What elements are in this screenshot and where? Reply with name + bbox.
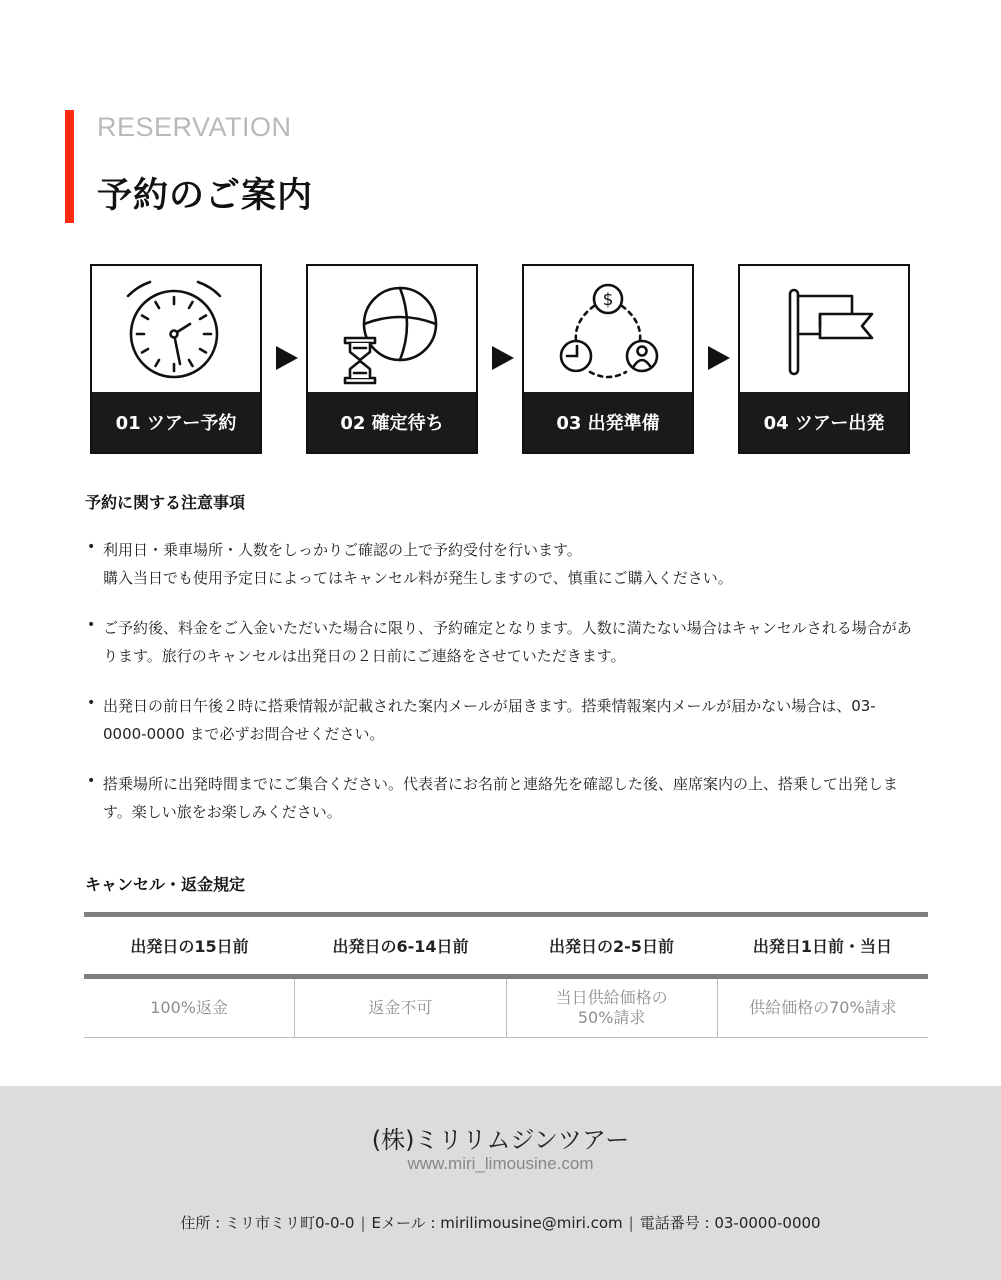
company-name: (株)ミリリムジンツアー <box>371 1126 630 1154</box>
step-arrow-icon <box>492 346 514 370</box>
step-label: 01 ツアー予約 <box>92 392 260 452</box>
table-cell: 当日供給価格の 50%請求 <box>506 979 717 1037</box>
list-item: • ご予約後、料金をご入金いただいた場合に限り、予約確定となります。人数に満たない場合はキャンセルされる場合があります。旅行のキャンセルは出発日の２日前にご連絡をさせていただきます。 <box>85 614 915 670</box>
section-eyebrow: RESERVATION <box>97 112 292 142</box>
footer <box>0 1086 1001 1280</box>
step-card-4 <box>738 264 910 454</box>
separator: | <box>360 1214 366 1232</box>
table-row <box>84 979 928 1038</box>
step-label: 04 ツアー出発 <box>740 392 908 452</box>
step-arrow-icon <box>276 346 298 370</box>
step-label: 02 確定待ち <box>308 392 476 452</box>
step-card-2 <box>306 264 478 454</box>
step-arrow-icon <box>708 346 730 370</box>
table-header-cell: 出発日の6-14日前 <box>332 937 469 956</box>
email-link[interactable]: Eメール : mirilimousine@miri.com <box>371 1214 623 1232</box>
table-header-cell: 出発日の15日前 <box>130 937 249 956</box>
table-cell: 100%返金 <box>150 998 228 1017</box>
phone-text: 電話番号 : 03-0000-0000 <box>639 1214 821 1232</box>
page-title: 予約のご案内 <box>97 176 314 216</box>
address-text: 住所 : ミリ市ミリ町0-0-0 <box>180 1214 355 1232</box>
table-cell: 供給価格の70%請求 <box>717 979 928 1037</box>
step-card-1 <box>90 264 262 454</box>
table-header-cell: 出発日の2-5日前 <box>549 937 674 956</box>
table-cell: 返金不可 <box>294 979 505 1037</box>
notes-heading: 予約に関する注意事項 <box>85 493 246 512</box>
hourglass-globe-icon <box>308 266 476 394</box>
payment-cycle-icon <box>524 266 692 394</box>
contact-info <box>0 1212 1001 1233</box>
header-accent-bar <box>65 110 74 223</box>
list-item: • 利用日・乗車場所・人数をしっかりご確認の上で予約受付を行います。 購入当日でも使用予定日によってはキャンセル料が発生しますので、慎重にご購入ください。 <box>85 536 915 592</box>
website-link[interactable]: www.miri_limousine.com <box>407 1154 594 1173</box>
cancel-heading: キャンセル・返金規定 <box>85 875 246 894</box>
alarm-clock-icon <box>92 266 260 394</box>
step-label: 03 出発準備 <box>524 392 692 452</box>
flag-icon <box>740 266 908 394</box>
table-header-cell: 出発日1日前・当日 <box>752 937 893 956</box>
notes-list <box>85 536 915 848</box>
step-card-3 <box>522 264 694 454</box>
separator: | <box>628 1214 634 1232</box>
table-header-row <box>84 912 928 979</box>
list-item: • 搭乗場所に出発時間までにご集合ください。代表者にお名前と連絡先を確認した後、座席案内の上、搭乗して出発します。楽しい旅をお楽しみください。 <box>85 770 915 826</box>
svg-text:$: $ <box>602 290 614 310</box>
cancel-policy-table <box>84 912 928 1038</box>
list-item: • 出発日の前日午後２時に搭乗情報が記載された案内メールが届きます。搭乗情報案内メールが届かない場合は、03-0000-0000 まで必ずお問合せください。 <box>85 692 915 748</box>
